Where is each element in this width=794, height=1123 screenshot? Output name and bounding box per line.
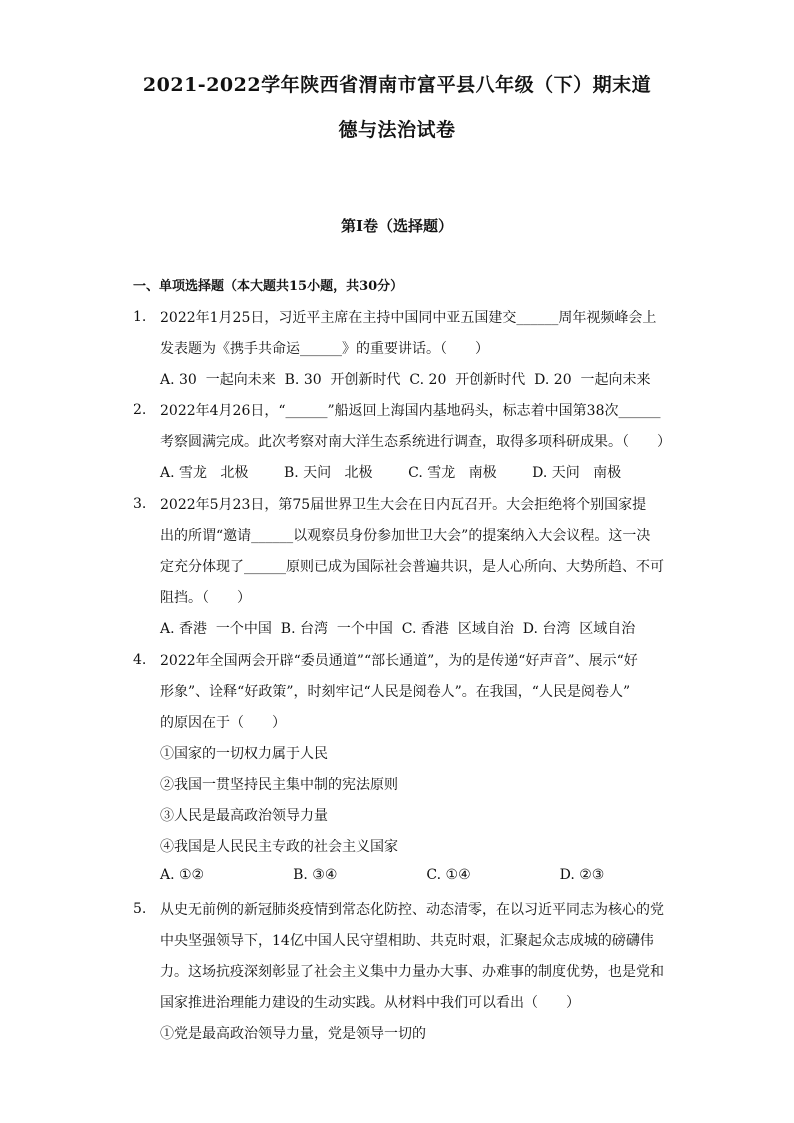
section-title: 第I卷（选择题） xyxy=(340,217,454,235)
question-options: A. 雪龙 北极 B. 天问 北极 C. 雪龙 南极 D. 天问 南极 xyxy=(160,465,622,481)
question-line: ③人民是最高政治领导力量 xyxy=(160,808,328,824)
question-line: 阻挡。（ ） xyxy=(160,590,251,606)
question-line: 2022年1月25日，习近平主席在主持中国同中亚五国建交______周年视频峰会上 xyxy=(160,310,657,326)
question-line: ④我国是人民民主专政的社会主义国家 xyxy=(160,839,398,855)
question-number: 2. xyxy=(133,402,147,418)
question-options: A. ①② B. ③④ C. ①④ D. ②③ xyxy=(160,867,605,883)
question-line: ②我国一贯坚持民主集中制的宪法原则 xyxy=(160,777,398,793)
exam-title-line-1: 2021-2022学年陕西省渭南市富平县八年级（下）期末道 xyxy=(142,74,652,96)
question-options: A. 30 一起向未来 B. 30 开创新时代 C. 20 开创新时代 D. 20 一起向未来 xyxy=(160,372,651,388)
question-number: 5. xyxy=(133,901,147,917)
question-line: 2022年全国两会开辟“委员通道”“部长通道”，为的是传递“好声音”、展示“好 xyxy=(160,653,638,669)
question-line: 形象”、诠释“好政策”，时刻牢记“人民是阅卷人”。在我国，“人民是阅卷人” xyxy=(160,684,631,700)
question-line: 中央坚强领导下，14亿中国人民守望相助、共克时艰，汇聚起众志成城的磅礴伟 xyxy=(160,933,654,949)
question-line: 2022年4月26日，“______”船返回上海国内基地码头，标志着中国第38次______ xyxy=(160,403,661,419)
question-line: 的原因在于（ ） xyxy=(160,715,286,731)
question-line: 出的所谓“邀请______以观察员身份参加世卫大会”的提案纳入大会议程。这一决 xyxy=(160,528,651,544)
exam-title-line-2: 德与法治试卷 xyxy=(338,119,456,141)
question-line: 国家推进治理能力建设的生动实践。从材料中我们可以看出（ ） xyxy=(160,995,580,1011)
question-line: 2022年5月23日，第75届世界卫生大会在日内瓦召开。大会拒绝将个别国家提 xyxy=(160,497,647,513)
question-line: 发表题为《携手共命运______》的重要讲话。（ ） xyxy=(160,341,489,357)
question-line: 从史无前例的新冠肺炎疫情到常态化防控、动态清零，在以习近平同志为核心的党 xyxy=(160,902,664,918)
part-heading: 一、单项选择题（本大题共15小题，共30分） xyxy=(133,279,404,294)
question-line: 考察圆满完成。此次考察对南大洋生态系统进行调查，取得多项科研成果。（ ） xyxy=(160,434,671,450)
question-number: 1. xyxy=(133,309,147,325)
question-options: A. 香港 一个中国 B. 台湾 一个中国 C. 香港 区域自治 D. 台湾 区域自治 xyxy=(160,621,636,637)
question-line: 定充分体现了______原则已成为国际社会普遍共识，是人心所向、大势所趋、不可 xyxy=(160,559,664,575)
question-line: ①党是最高政治领导力量，党是领导一切的 xyxy=(160,1026,426,1042)
question-number: 4. xyxy=(133,652,147,668)
question-line: 力。这场抗疫深刻彰显了社会主义集中力量办大事、办难事的制度优势，也是党和 xyxy=(160,964,664,980)
question-number: 3. xyxy=(133,496,147,512)
question-line: ①国家的一切权力属于人民 xyxy=(160,746,328,762)
